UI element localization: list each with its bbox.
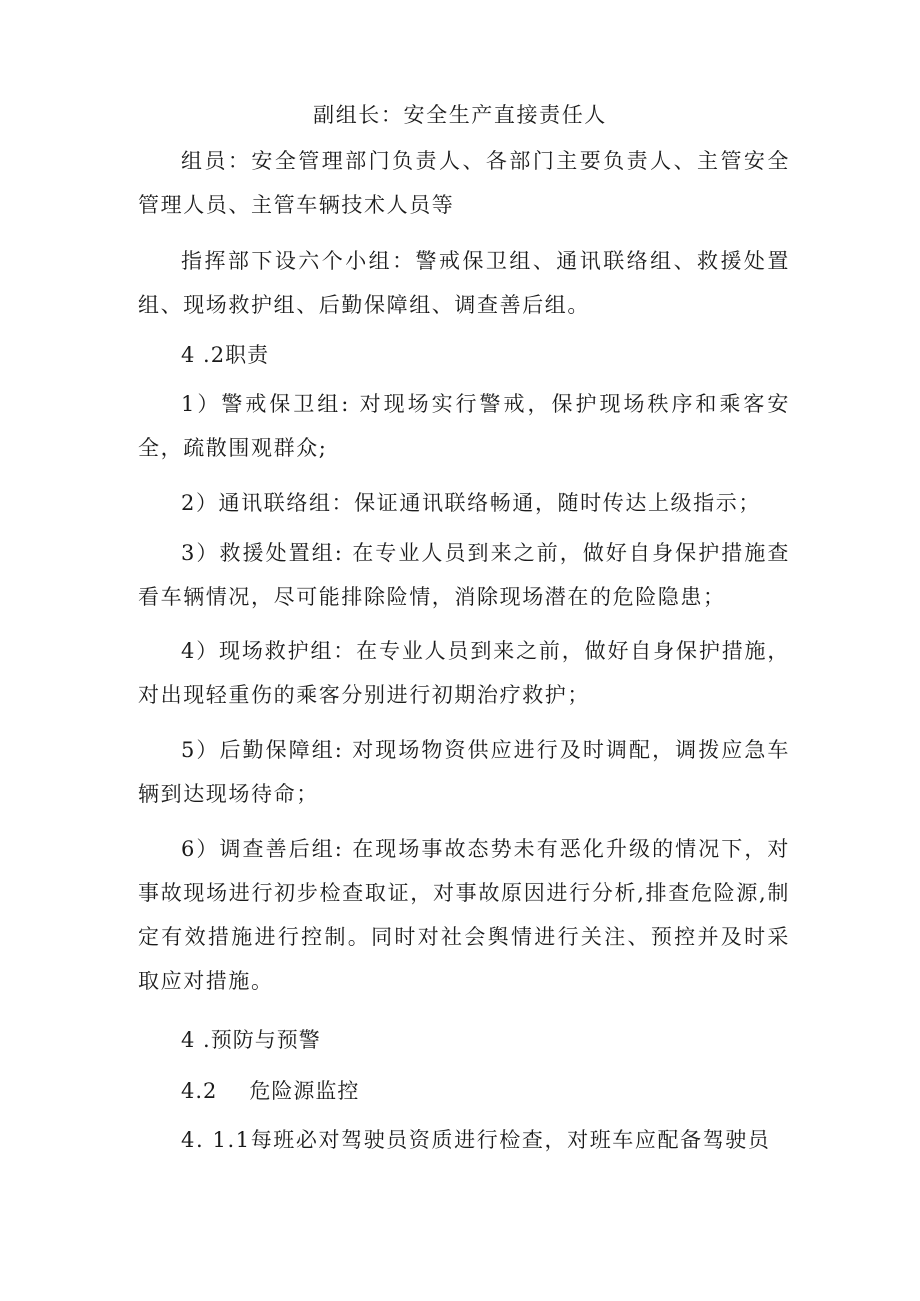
deputy-leader-line: 副组长：安全生产直接责任人	[313, 103, 607, 127]
section-hazard-number: 4.2	[181, 1079, 218, 1103]
section-hazard-title: 危险源监控	[249, 1079, 360, 1103]
clause-4-1-1: 4. 1.1每班必对驾驶员资质进行检查，对班车应配备驾驶员	[181, 1128, 771, 1152]
members-paragraph: 组员：安全管理部门负责人、各部门主要负责人、主管安全管理人员、主管车辆技术人员等	[138, 149, 790, 217]
groups-paragraph: 指挥部下设六个小组：警戒保卫组、通讯联络组、救援处置组、现场救护组、后勤保障组、调查善后组。	[138, 249, 790, 317]
section-duties-heading: 4 .2职责	[181, 343, 270, 367]
duty-item-5: 5）后勤保障组: 对现场物资供应进行及时调配，调拨应急车辆到达现场待命；	[138, 738, 790, 806]
duty-item-4: 4）现场救护组：在专业人员到来之前，做好自身保护措施，对出现轻重伤的乘客分别进行初期治疗救护；	[138, 639, 790, 707]
duty-item-1: 1）警戒保卫组: 对现场实行警戒，保护现场秩序和乘客安全，疏散围观群众;	[138, 392, 790, 460]
duty-item-3: 3）救援处置组: 在专业人员到来之前，做好自身保护措施查看车辆情况，尽可能排除险情，消除现场潜在的危险隐患；	[138, 541, 790, 609]
section-hazard-heading	[181, 1069, 359, 1113]
duty-item-2: 2）通讯联络组：保证通讯联络畅通，随时传达上级指示；	[181, 491, 761, 515]
section-prevention-heading: 4 .预防与预警	[181, 1028, 321, 1052]
duty-item-6: 6）调查善后组: 在现场事故态势未有恶化升级的情况下，对事故现场进行初步检查取证，对事故原因进行分析,排查危险源,制定有效措施进行控制。同时对社会舆情进行关注、预控并及时采取应对措施。	[138, 837, 790, 993]
